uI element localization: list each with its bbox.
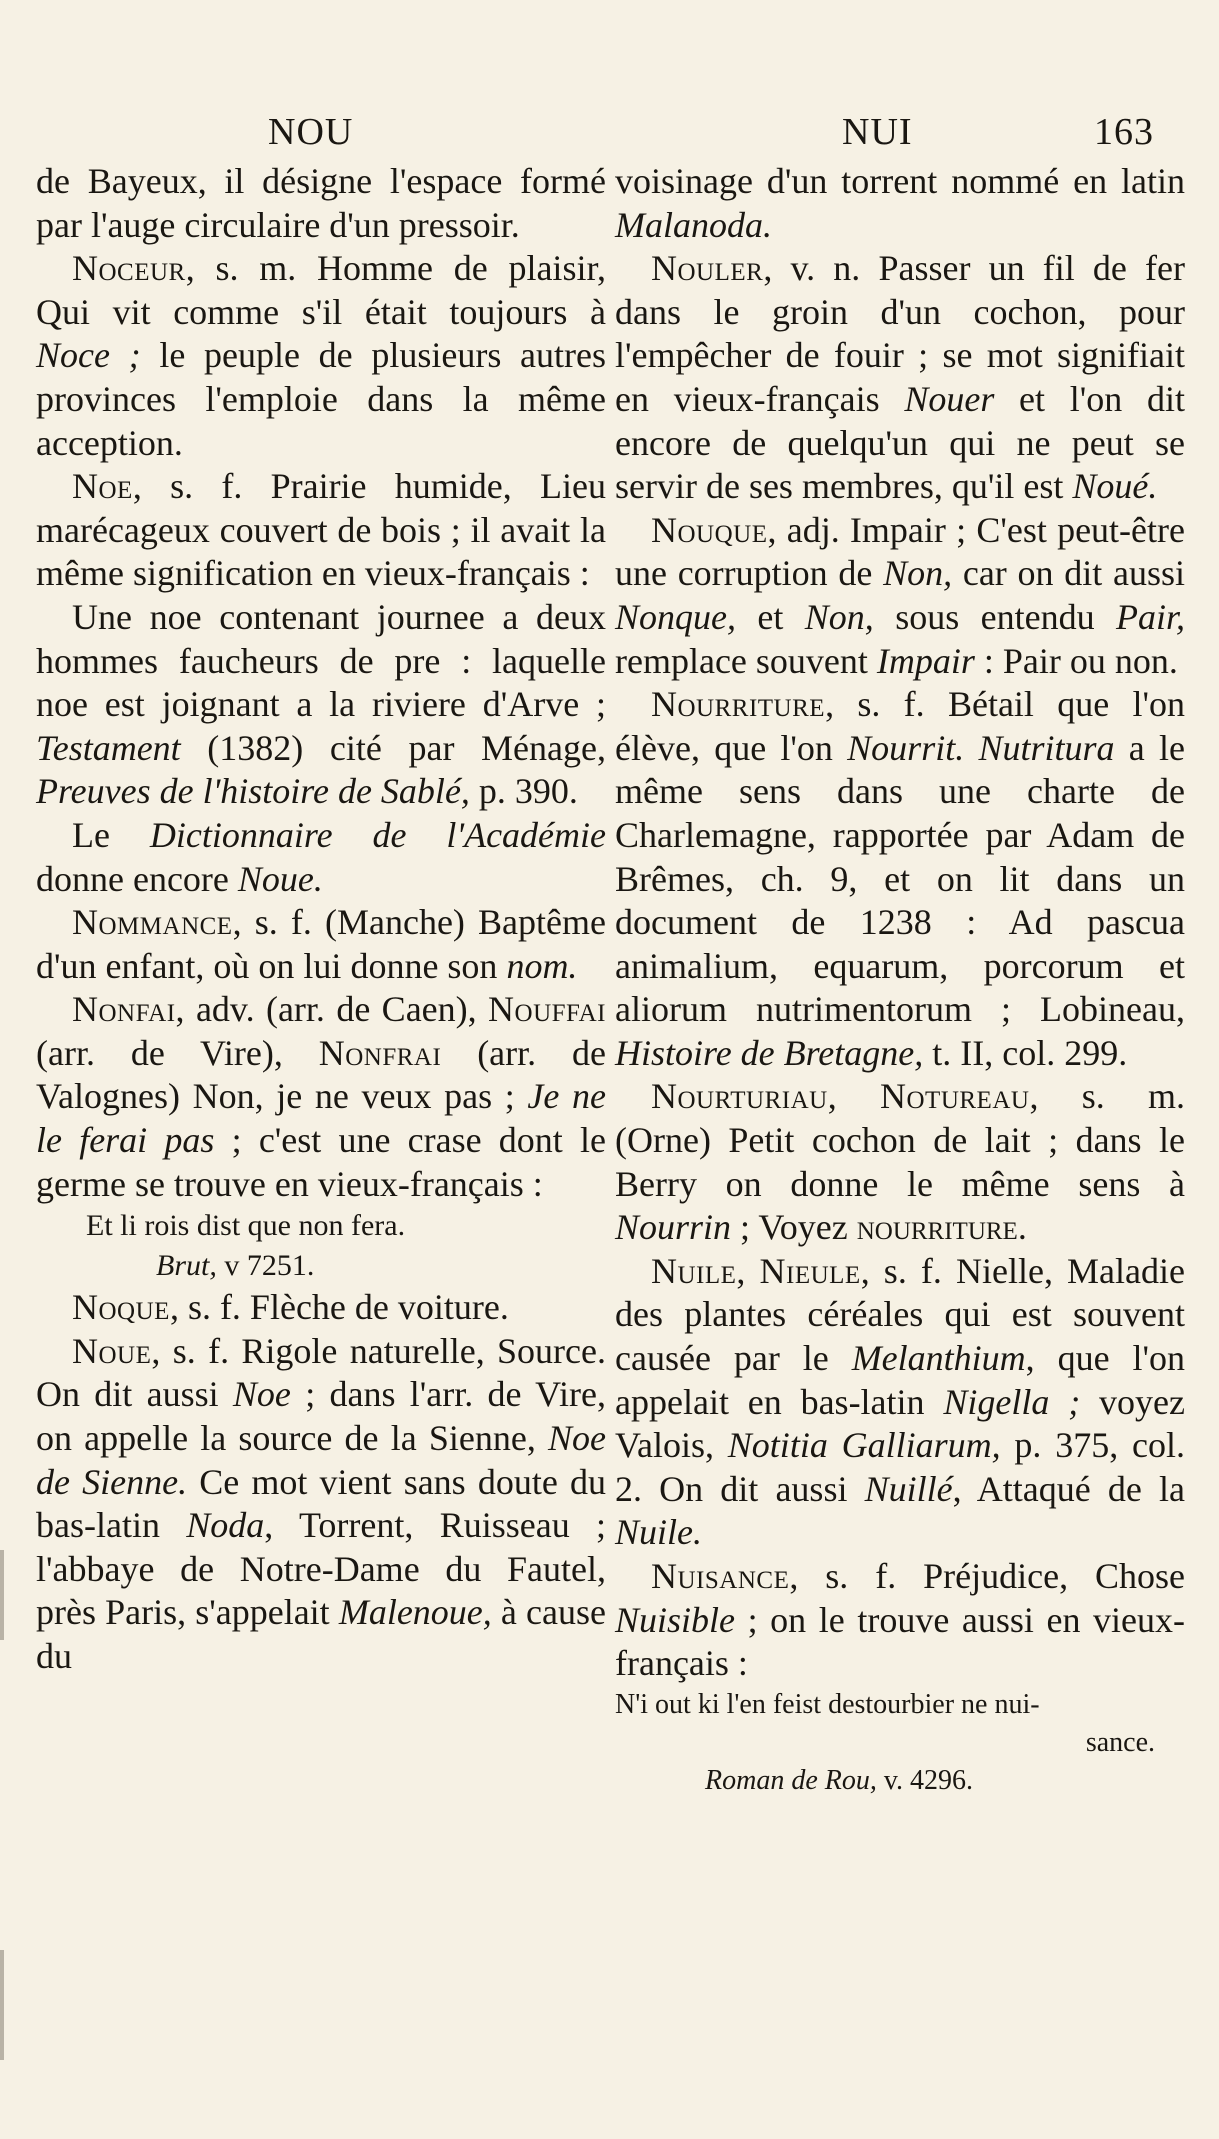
headword: Nouler [651, 248, 764, 289]
entry-nonfai: Nonfai, adv. (arr. de Caen), Nouffai (arr. de Vire), Nonfrai (arr. de Valognes) Non, je ne veux pas ; Je ne le ferai pas ; c'est une crase dont le germe se trouve en vieux-français : [36, 989, 607, 1204]
citation: Roman de Rou, v. 4296. [705, 1764, 974, 1796]
quotation: N'i out ki l'en feist destourbier ne nui- sance. [615, 1688, 1155, 1758]
headword: Notureau [880, 1076, 1030, 1117]
entry-nuile: Nuile, Nieule, s. f. Nielle, Maladie des plantes céréales qui est souvent causée par le Melanthium, que l'on appelait en bas-latin Nigella ; voyez Valois, Notitia Galliarum, p. 375, col. 2. On dit aussi Nuillé, Attaqué de la Nuile. [615, 1250, 1186, 1553]
headword: Nieule [759, 1250, 861, 1291]
dictionary-note: Le Dictionnaire de l'Académie donne encore Noue. [36, 814, 607, 899]
entry-nommance: Nommance, s. f. (Manche) Baptême d'un enfant, où on lui donne son nom. [36, 902, 606, 986]
running-head-right: NUI [842, 111, 913, 153]
entry-noceur: Noceur, s. m. Homme de plaisir, Qui vit comme s'il était toujours à Noce ; le peuple de plusieurs autres provinces l'emploie dans la même acception. [36, 248, 606, 463]
entry-nuisance: Nuisance, s. f. Préjudice, Chose Nuisible ; on le trouve aussi en vieux-français : [615, 1556, 1185, 1684]
page-edge-mark [0, 1550, 4, 1640]
headword: Nonfrai [318, 1032, 442, 1073]
headword: Nommance [72, 902, 233, 943]
headword: Nuisance [651, 1556, 790, 1596]
quotation: Et li rois dist que non fera. [86, 1209, 406, 1243]
headword: Nouffai [488, 989, 606, 1030]
entry-noe: Noe, s. f. Prairie humide, Lieu marécageux couvert de bois ; il avait la même signification en vieux-français : [36, 466, 606, 594]
entry-nourturiau: Nourturiau, Notureau, s. m. (Orne) Petit cochon de lait ; dans le Berry on donne le même sens à Nourrin ; Voyez nourriture. [615, 1076, 1186, 1248]
entry-nouque: Nouque, adj. Impair ; C'est peut-être une corruption de Non, car on dit aussi Nonque, et Non, sous entendu Pair, remplace souvent Impair : Pair ou non. [615, 509, 1185, 681]
entry-continuation: voisinage d'un torrent nommé en latin Malanoda. [615, 161, 1185, 245]
headword: Nourriture [651, 684, 826, 725]
citation: Brut, v 7251. [156, 1249, 315, 1283]
headword: Noceur [72, 248, 186, 289]
page-number: 163 [1094, 111, 1154, 153]
headword: Nourturiau [651, 1076, 828, 1117]
entry-nouler: Nouler, v. n. Passer un fil de fer dans le groin d'un cochon, pour l'empêcher de fouir ; se mot signifiait en vieux-français Nouer et l'on dit encore de quelqu'un qui ne peut se servir de ses membres, qu'il est Noué. [615, 248, 1185, 507]
headword: Noe [72, 466, 133, 507]
headword: Nuile [651, 1250, 737, 1291]
entry-noue: Noue, s. f. Rigole naturelle, Source. On dit aussi Noe ; dans l'arr. de Vire, on appelle la source de la Sienne, Noe de Sienne. Ce mot vient sans doute du bas-latin Noda, Torrent, Ruisseau ; l'abbaye de Notre-Dame du Fautel, près Paris, s'appelait Malenoue, à cause du [36, 1330, 606, 1676]
running-head-left: NOU [268, 111, 354, 153]
entry-noque: Noque, s. f. Flèche de voiture. [72, 1287, 509, 1328]
entry-nourriture: Nourriture, s. f. Bétail que l'on élève, que l'on Nourrit. Nutritura a le même sens dans une charte de Charlemagne, rapportée par Adam de Brêmes, ch. 9, et on lit dans un document de 1238 : Ad pascua animalium, equarum, porcorum et aliorum nutrimentorum ; Lobineau, Histoire de Bretagne, t. II, col. 299. [615, 684, 1186, 1073]
right-column [615, 160, 1185, 1800]
entry-continuation: de Bayeux, il désigne l'espace formé par l'auge circulaire d'un pressoir. [36, 161, 606, 245]
headword: Nonfai [72, 989, 176, 1030]
quotation: Une noe contenant journee a deux hommes faucheurs de pre : laquelle noe est joignant a la riviere d'Arve ; Testament (1382) cité par Ménage, Preuves de l'histoire de Sablé, p. 390. [36, 596, 606, 812]
headword: Nouque [651, 509, 768, 550]
page-edge-mark [0, 1950, 4, 2060]
left-column [36, 160, 606, 1679]
cross-reference: nourriture [856, 1207, 1018, 1248]
headword: Noque [72, 1287, 170, 1328]
headword: Noue [72, 1330, 152, 1371]
